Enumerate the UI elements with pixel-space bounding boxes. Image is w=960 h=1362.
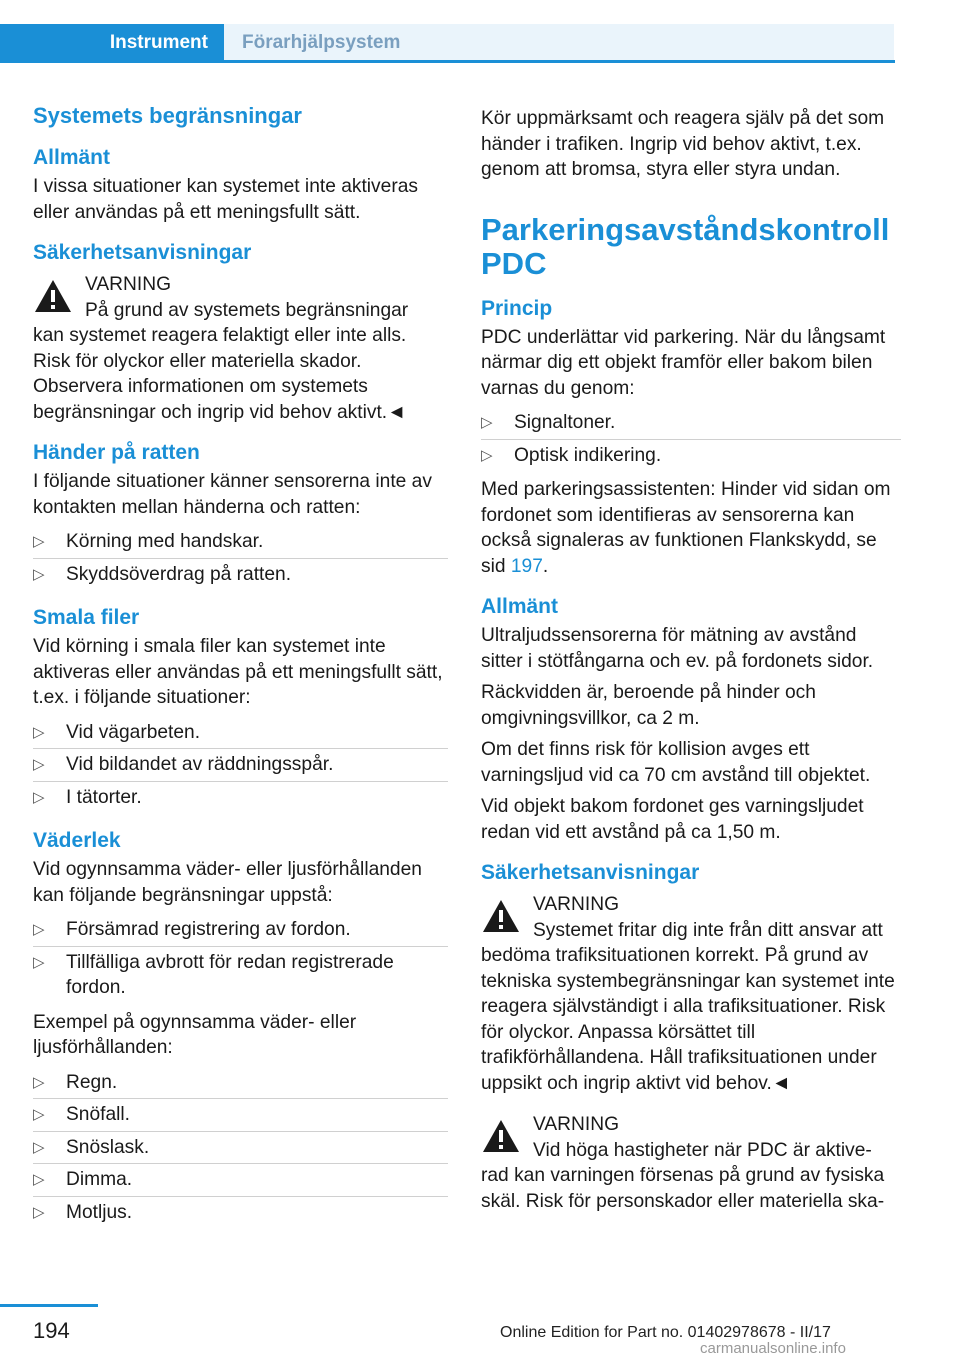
bullet-triangle-icon: ▷ bbox=[33, 788, 45, 806]
bullet-triangle-icon: ▷ bbox=[33, 1171, 45, 1188]
tab-instrument-label: Instrument bbox=[109, 32, 208, 53]
bullet-triangle-icon: ▷ bbox=[481, 446, 493, 464]
paragraph-parkeringsassistent: Med parkeringsassistenten: Hinder vid sidan om fordonet som identifieras av sensorerna kan också signaleras av funktionen Flankskydd, se sid 197. bbox=[481, 479, 891, 577]
page-number: 194 bbox=[33, 1318, 70, 1343]
bullet-triangle-icon: ▷ bbox=[33, 1138, 45, 1156]
bullet-triangle-icon: ▷ bbox=[33, 723, 45, 741]
list-hander bbox=[33, 526, 448, 590]
list-item: ▷ Snöslask. bbox=[33, 1132, 448, 1165]
list-item: ▷ Vid bildandet av räddningsspår. bbox=[33, 749, 448, 782]
list-princip bbox=[481, 407, 901, 471]
paragraph-allmant-1: Ultraljudssensorerna för mätning av avstånd sitter i stötfångarna och ev. på fordonets sidor. bbox=[481, 625, 874, 672]
warning-block-2 bbox=[481, 1112, 901, 1214]
warning-text: rad kan varningen försenas på grund av fysiska skäl. Risk för personskador eller materiella ska- bbox=[481, 1165, 885, 1212]
header-rule bbox=[0, 60, 895, 63]
edition-text: Online Edition for Part no. 01402978678 - II/17 bbox=[500, 1324, 831, 1341]
warning-triangle-icon bbox=[481, 898, 521, 934]
paragraph-intro: Kör uppmärksamt och reagera själv på det som händer i trafiken. Ingrip vid behov aktivt, t.ex. genom att bromsa, styra eller styra undan. bbox=[481, 108, 885, 180]
tab-forarhjalpsystem[interactable] bbox=[224, 24, 894, 62]
bullet-triangle-icon: ▷ bbox=[33, 921, 45, 938]
tab-forarhjalpsystem-label: Förarhjälpsystem bbox=[242, 32, 401, 53]
bullet-triangle-icon: ▷ bbox=[481, 414, 493, 431]
warning-triangle-icon bbox=[33, 278, 73, 314]
left-column bbox=[33, 100, 448, 1228]
list-item: ▷ Försämrad registrering av fordon. bbox=[33, 914, 448, 947]
bullet-triangle-icon: ▷ bbox=[33, 565, 45, 583]
list-item: ▷ Signaltoner. bbox=[481, 407, 901, 440]
warning-text: bedöma trafiksituationen korrekt. På grund av tekniska systembegränsningar kan systemet inte reagera självständigt i alla trafiksituationer. Risk för olyckor. Anpassa körsättet till trafikförhållandena. Håll trafiksituationen under uppsikt och ingrip aktivt vid behov.◄ bbox=[481, 945, 895, 1094]
right-column bbox=[481, 106, 901, 1214]
warning-triangle-icon bbox=[481, 1118, 521, 1154]
paragraph-allmant-2: Räckvidden är, beroende på hinder och omgivningsvillkor, ca 2 m. bbox=[481, 682, 816, 729]
list-smala bbox=[33, 717, 448, 814]
list-item: ▷ Motljus. bbox=[33, 1197, 448, 1229]
paragraph-allmant-4: Vid objekt bakom fordonet ges varningsljudet redan vid ett avstånd på ca 1,50 m. bbox=[481, 796, 864, 843]
warning-block-1 bbox=[481, 892, 901, 1096]
list-vaderlek bbox=[33, 914, 448, 1004]
bullet-triangle-icon: ▷ bbox=[33, 1073, 45, 1091]
paragraph-exempel: Exempel på ogynnsamma väder- eller ljusförhållanden: bbox=[33, 1011, 357, 1058]
paragraph-allmant-3: Om det finns risk för kollision avges ett varningsljud vid ca 70 cm avstånd till objektet. bbox=[481, 739, 871, 786]
paragraph-princip: PDC underlättar vid parkering. När du långsamt närmar dig ett objekt framför eller bakom bilen varnas du genom: bbox=[481, 326, 886, 399]
list-exempel bbox=[33, 1067, 448, 1229]
list-item: ▷ Optisk indikering. bbox=[481, 440, 901, 472]
heading-vaderlek: Väderlek bbox=[33, 829, 121, 852]
warning-label: VARNING bbox=[533, 1114, 619, 1135]
watermark: carmanualsonline.info bbox=[700, 1340, 846, 1357]
bullet-triangle-icon: ▷ bbox=[33, 1203, 45, 1221]
list-item: ▷ Tillfälliga avbrott för redan registrerade fordon. bbox=[33, 947, 448, 1004]
paragraph-hander: I följande situationer känner sensorerna inte av kontakten mellan händerna och ratten: bbox=[33, 471, 432, 518]
warning-first-line: Vid höga hastigheter när PDC är aktive- bbox=[533, 1139, 872, 1161]
page-link-197[interactable]: 197 bbox=[510, 555, 543, 577]
list-item: ▷ Regn. bbox=[33, 1067, 448, 1100]
tab-instrument[interactable] bbox=[0, 24, 224, 62]
warning-first-line: På grund av systemets begränsningar bbox=[85, 299, 409, 321]
section-title-systemets-begransningar: Systemets begränsningar bbox=[33, 103, 302, 128]
list-item: ▷ Skyddsöverdrag på ratten. bbox=[33, 559, 448, 591]
paragraph-allmant: I vissa situationer kan systemet inte aktiveras eller användas på ett meningsfullt sätt. bbox=[33, 176, 418, 223]
heading-allmant-pdc: Allmänt bbox=[481, 595, 559, 618]
list-item: ▷ Dimma. bbox=[33, 1164, 448, 1197]
list-item: ▷ Vid vägarbeten. bbox=[33, 717, 448, 750]
heading-sakerhetsanvisningar: Säkerhetsanvisningar bbox=[33, 241, 252, 264]
bullet-triangle-icon: ▷ bbox=[33, 756, 45, 773]
list-item: ▷ Körning med handskar. bbox=[33, 526, 448, 559]
footer-rule bbox=[0, 1304, 98, 1307]
heading-princip: Princip bbox=[481, 296, 553, 320]
page-header bbox=[0, 0, 960, 62]
warning-label: VARNING bbox=[85, 274, 171, 295]
bullet-triangle-icon: ▷ bbox=[33, 953, 45, 971]
heading-sakerhetsanvisningar-pdc: Säkerhetsanvisningar bbox=[481, 861, 700, 884]
list-item: ▷ Snöfall. bbox=[33, 1099, 448, 1132]
heading-hander-pa-ratten: Händer på ratten bbox=[33, 441, 200, 464]
warning-block bbox=[33, 272, 448, 425]
paragraph-smala: Vid körning i smala filer kan systemet inte aktiveras eller användas på ett meningsfullt sätt, t.ex. i följande situationer: bbox=[33, 636, 443, 708]
warning-first-line: Systemet fritar dig inte från ditt ansvar att bbox=[533, 919, 883, 941]
warning-text: kan systemet reagera felaktigt eller inte alls. Risk för olyckor eller materiella skador. Observera informationen om systemets begränsningar och ingrip vid behov aktivt.◄ bbox=[33, 325, 407, 423]
heading-smala-filer: Smala filer bbox=[33, 606, 140, 629]
bullet-triangle-icon: ▷ bbox=[33, 533, 45, 550]
paragraph-vaderlek: Vid ogynnsamma väder- eller ljusförhållanden kan följande begränsningar uppstå: bbox=[33, 859, 422, 906]
section-title-pdc: Parkeringsavståndskontroll PDC bbox=[481, 211, 890, 281]
heading-allmant: Allmänt bbox=[33, 146, 111, 169]
list-item: ▷ I tätorter. bbox=[33, 782, 448, 814]
warning-label: VARNING bbox=[533, 894, 619, 915]
bullet-triangle-icon: ▷ bbox=[33, 1106, 45, 1123]
